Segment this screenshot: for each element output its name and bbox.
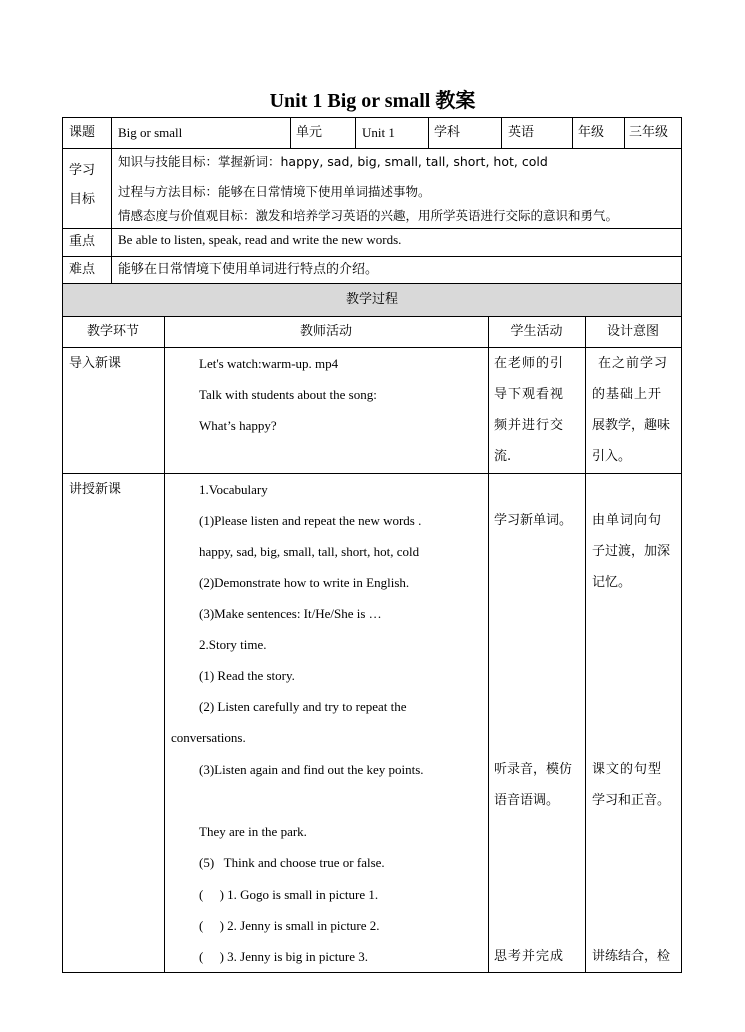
- teacher-line: (1)Please listen and repeat the new words .: [199, 513, 422, 528]
- col-header-design: 设计意图: [606, 324, 659, 339]
- table-line: [681, 283, 682, 972]
- teacher-line: (1) Read the story.: [199, 668, 295, 683]
- key-point-label: 重点: [69, 234, 96, 249]
- table-line: [290, 117, 291, 148]
- student-line: 学习新单词。: [494, 513, 573, 528]
- design-line: 的基础上开: [592, 387, 663, 402]
- teacher-line: What’s happy?: [199, 418, 277, 433]
- grade-value: 三年级: [629, 125, 669, 140]
- objective-knowledge: 知识与技能目标：掌握新词：happy, sad, big, small, tall, short, hot, cold: [118, 154, 548, 169]
- objective-attitude: 情感态度与价值观目标：激发和培养学习英语的兴趣，用所学英语进行交际的意识和勇气。: [118, 208, 619, 223]
- difficulty-value: 能够在日常情境下使用单词进行特点的介绍。: [118, 262, 379, 277]
- design-line: 记忆。: [592, 575, 632, 590]
- student-line: 思考并完成: [494, 949, 565, 964]
- table-line: [572, 117, 573, 148]
- teacher-line: 1.Vocabulary: [199, 482, 268, 497]
- design-line: 子过渡，加深: [592, 544, 671, 559]
- table-line: [62, 283, 63, 972]
- subject-value: 英语: [508, 125, 535, 140]
- table-line: [501, 117, 502, 148]
- unit-value: Unit 1: [362, 125, 395, 140]
- table-line: [62, 473, 682, 474]
- teacher-line: (5) Think and choose true or false.: [199, 855, 385, 870]
- table-line: [62, 347, 682, 348]
- topic-value: Big or small: [118, 125, 183, 140]
- teacher-line: (3)Make sentences: It/He/She is …: [199, 606, 382, 621]
- table-line: [428, 117, 429, 148]
- student-line: 流.: [494, 449, 512, 464]
- student-line: 语音语调。: [494, 793, 560, 808]
- process-heading: 教学过程: [345, 292, 398, 307]
- student-line: 频并进行交: [494, 418, 565, 433]
- teacher-line: (2) Listen carefully and try to repeat the: [199, 699, 407, 714]
- col-header-student: 学生活动: [510, 324, 563, 339]
- objective-process: 过程与方法目标：能够在日常情境下使用单词描述事物。: [118, 184, 431, 199]
- design-line: 展教学，趣味: [592, 418, 671, 433]
- table-line: [585, 316, 586, 972]
- student-line: 听录音，模仿: [494, 762, 573, 777]
- difficulty-label: 难点: [69, 262, 96, 277]
- table-line: [355, 117, 356, 148]
- student-line: 导下观看视: [494, 387, 565, 402]
- stage-new: 讲授新课: [69, 482, 122, 497]
- design-line: 学习和正音。: [592, 793, 671, 808]
- table-line: [62, 148, 682, 149]
- teacher-line: Let's watch:warm-up. mp4: [199, 356, 339, 371]
- table-line: [111, 117, 112, 283]
- key-point-value: Be able to listen, speak, read and write the new words.: [118, 232, 402, 247]
- objectives-label: 学习: [69, 163, 96, 178]
- teacher-line: conversations.: [171, 730, 246, 745]
- unit-label: 单元: [296, 125, 323, 140]
- teacher-line: Talk with students about the song:: [199, 387, 377, 402]
- table-line: [681, 117, 682, 283]
- design-line: 课文的句型: [592, 762, 663, 777]
- col-header-teacher: 教师活动: [299, 324, 352, 339]
- student-line: 在老师的引: [494, 356, 565, 371]
- subject-label: 学科: [434, 125, 461, 140]
- teacher-line: ( ) 2. Jenny is small in picture 2.: [199, 918, 380, 933]
- stage-intro: 导入新课: [69, 356, 122, 371]
- design-line: 讲练结合，检: [592, 949, 671, 964]
- table-line: [164, 316, 165, 972]
- teacher-line: (2)Demonstrate how to write in English.: [199, 575, 410, 590]
- design-line: 由单词向句: [592, 513, 663, 528]
- teacher-line: They are in the park.: [199, 824, 307, 839]
- table-line: [488, 316, 489, 972]
- grade-label: 年级: [578, 125, 605, 140]
- teacher-line: ( ) 3. Jenny is big in picture 3.: [199, 949, 368, 964]
- col-header-stage: 教学环节: [86, 324, 139, 339]
- teacher-line: 2.Story time.: [199, 637, 267, 652]
- document-title: Unit 1 Big or small 教案: [269, 90, 476, 112]
- table-line: [62, 972, 682, 973]
- teacher-line: happy, sad, big, small, tall, short, hot, cold: [199, 544, 420, 559]
- teacher-line: ( ) 1. Gogo is small in picture 1.: [199, 887, 379, 902]
- topic-label: 课题: [69, 125, 96, 140]
- teacher-line: (3)Listen again and find out the key points.: [199, 762, 424, 777]
- table-line: [62, 117, 63, 283]
- objectives-label: 目标: [69, 192, 96, 207]
- design-line: 在之前学习: [598, 356, 669, 371]
- design-line: 引入。: [592, 449, 632, 464]
- table-line: [624, 117, 625, 148]
